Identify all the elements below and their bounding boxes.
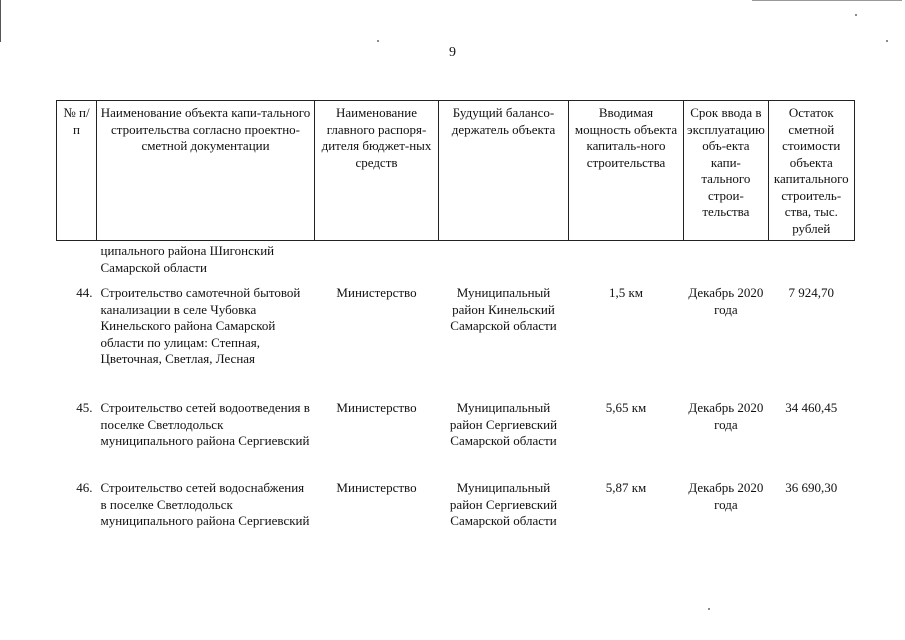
remaining-cost: 7 924,70 [788,285,835,300]
header-number: № п/п [57,101,97,241]
capacity: 1,5 км [608,285,644,300]
table-row [57,480,855,550]
table-row [57,285,855,400]
row-number: 45. [76,400,93,415]
scan-edge-mark [752,0,902,1]
scan-speck [708,608,710,610]
object-name: Строительство самотечной бытовой канализации в селе Чубовка Кинельского района Самарской области по улицам: Степная, Цветочная, Светлая, Лесная [100,285,301,366]
commissioning-term: Декабрь 2020 года [688,400,764,432]
scan-edge-line [0,0,1,42]
capacity: 5,87 км [605,480,647,495]
header-object-name: Наименование объекта капи-тального строительства согласно проектно-сметной документации [97,101,315,241]
remaining-cost: 34 460,45 [785,400,838,415]
header-holder: Будущий балансо-держатель объекта [439,101,569,241]
capacity: 5,65 км [605,400,647,415]
row-number: 46. [76,480,93,495]
table-row [57,400,855,480]
table-header-row [57,101,855,241]
commissioning-term: Декабрь 2020 года [688,480,764,512]
continuation-text: ципального района Шигонский Самарской области [100,243,275,275]
scan-speck [855,14,857,16]
header-cost: Остаток сметной стоимости объекта капитального строитель-ства, тыс. рублей [768,101,854,241]
object-name: Строительство сетей водоотведения в поселке Светлодольск муниципального района Сергиевский [100,400,310,448]
header-distributor: Наименование главного распоря-дителя бюджет-ных средств [315,101,439,241]
header-capacity: Вводимая мощность объекта капиталь-ного строительства [569,101,684,241]
object-name: Строительство сетей водоснабжения в поселке Светлодольск муниципального района Сергиевский [100,480,310,528]
scan-speck [886,40,888,42]
header-term: Срок ввода в эксплуатацию объ-екта капи-тального строи-тельства [684,101,769,241]
balance-holder: Муниципальный район Сергиевский Самарской области [449,400,558,448]
commissioning-term: Декабрь 2020 года [688,285,764,317]
balance-holder: Муниципальный район Сергиевский Самарской области [449,480,558,528]
remaining-cost: 36 690,30 [785,480,838,495]
distributor: Министерство [336,400,417,415]
distributor: Министерство [336,285,417,300]
balance-holder: Муниципальный район Кинельский Самарской области [450,285,557,333]
row-number: 44. [76,285,93,300]
capital-construction-table [56,100,855,550]
scan-speck [377,40,379,42]
continuation-row [57,241,855,286]
page-number: 9 [449,45,456,60]
distributor: Министерство [336,480,417,495]
